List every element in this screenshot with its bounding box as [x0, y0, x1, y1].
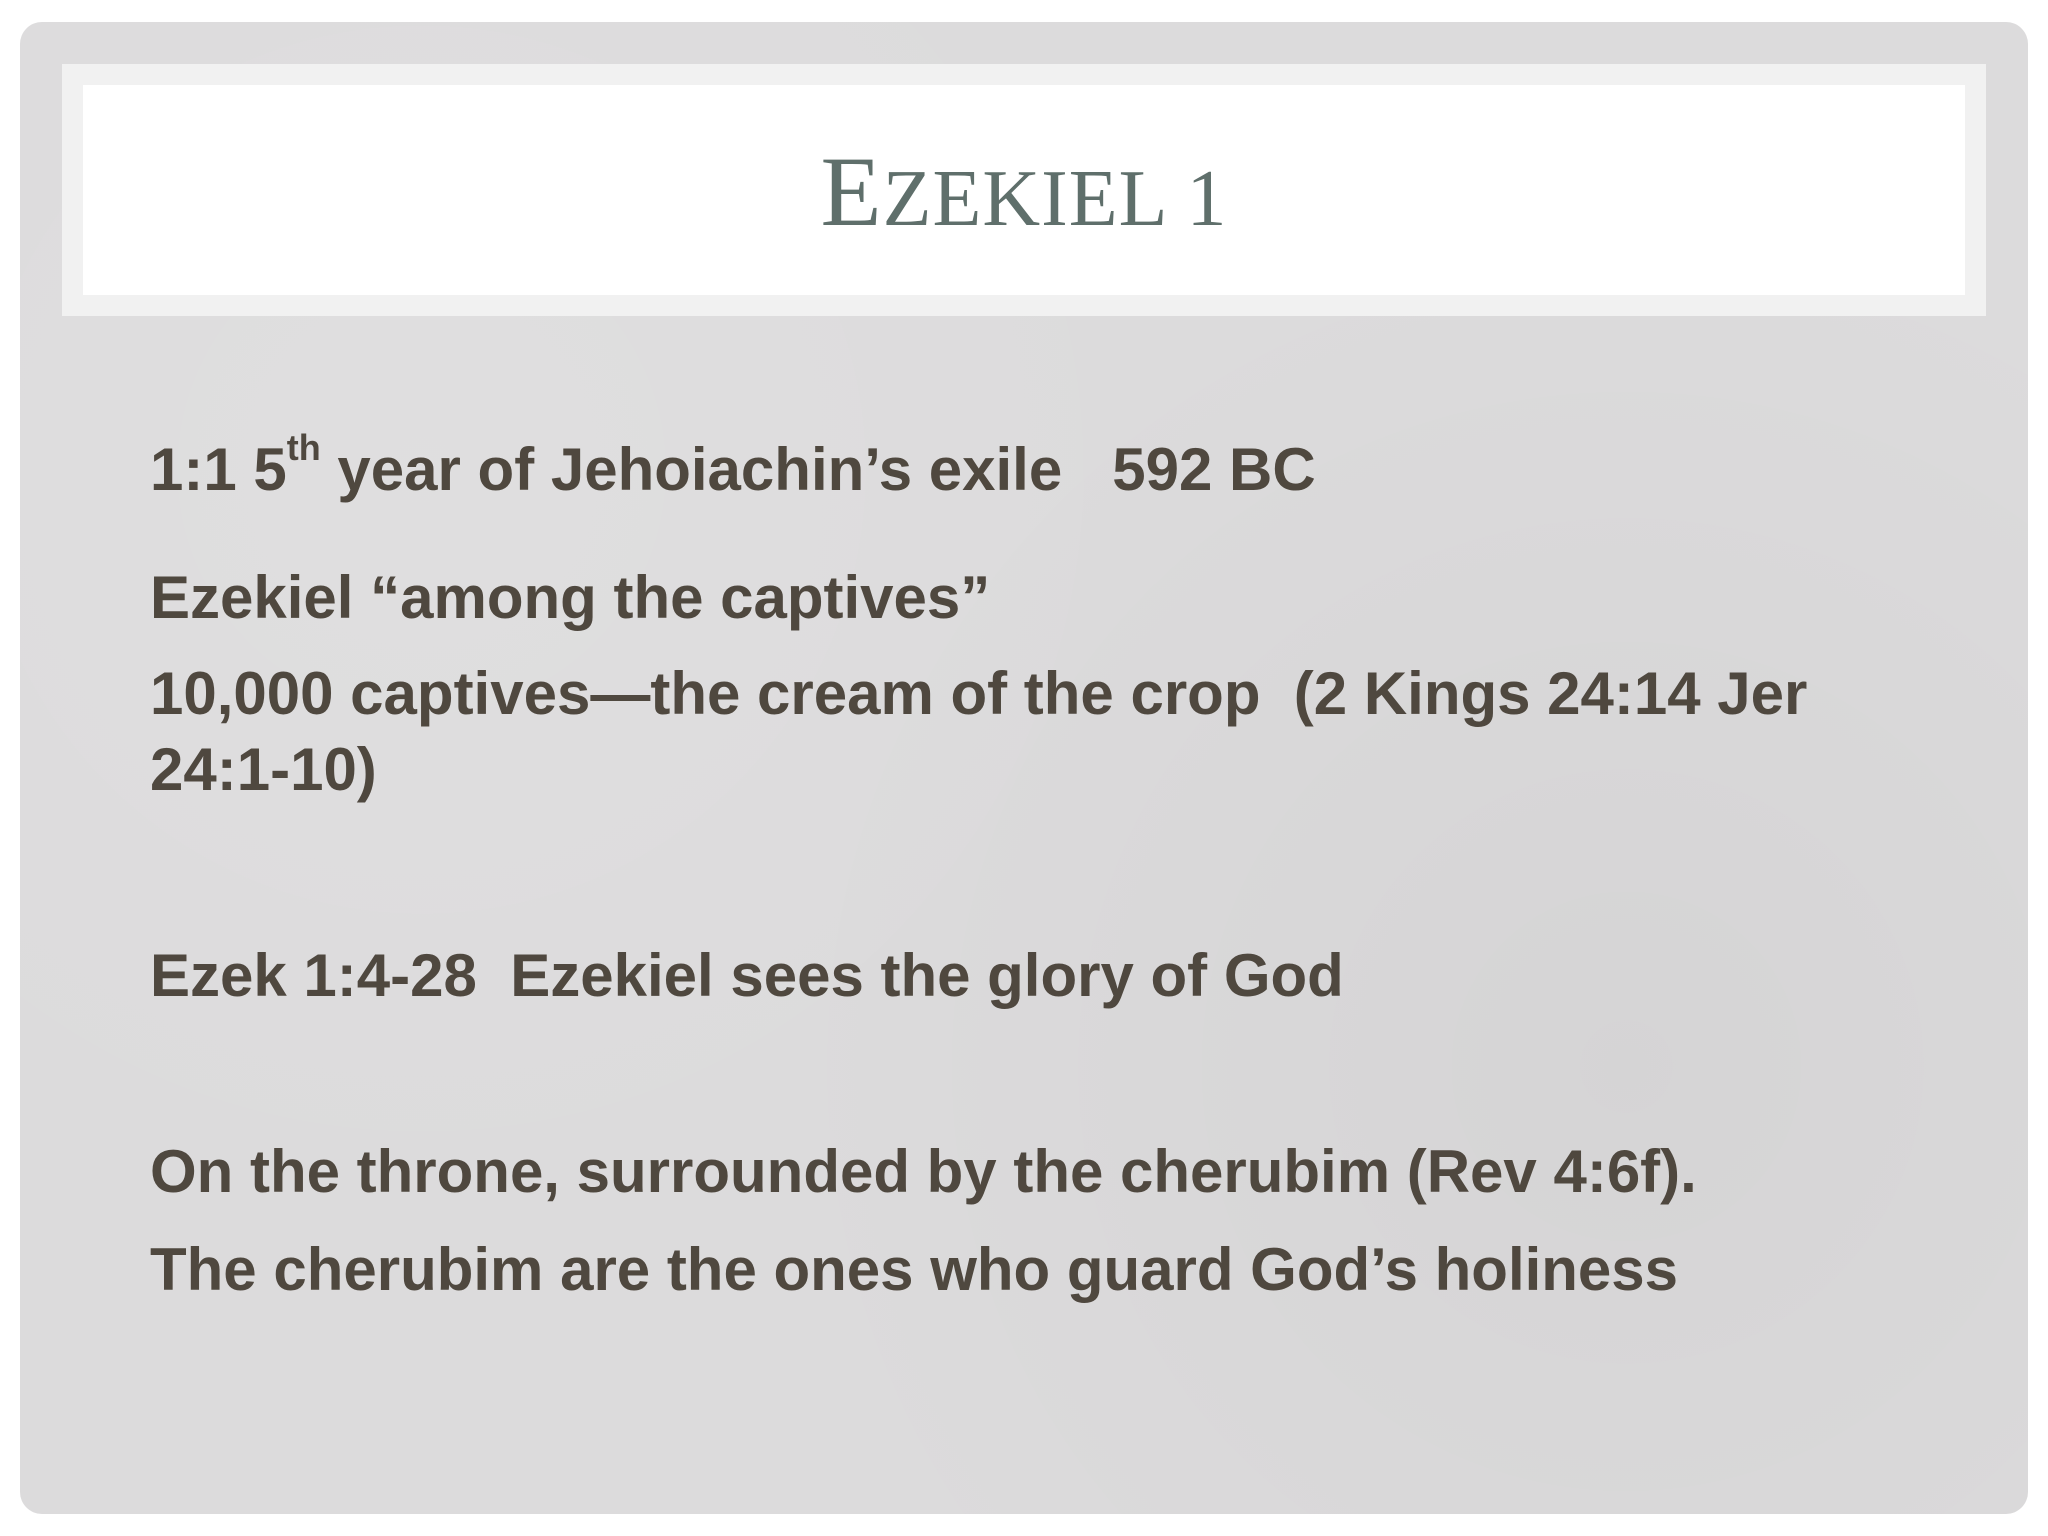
title-initial: E	[820, 136, 883, 247]
line-ten-thousand-captives: 10,000 captives—the cream of the crop (2 Kings 24:14 Jer 24:1-10)	[150, 660, 1825, 803]
line-exile-year	[150, 427, 1316, 508]
slide	[20, 22, 2028, 1514]
line-exile-year-prefix: 1:1 5	[150, 436, 287, 503]
line-glory-of-god: Ezek 1:4-28 Ezekiel sees the glory of God	[150, 942, 1344, 1009]
line-among-captives: Ezekiel “among the captives”	[150, 564, 991, 631]
line-throne-cherubim: On the throne, surrounded by the cherubim (Rev 4:6f).	[150, 1138, 1697, 1205]
line-cherubim-guard: The cherubim are the ones who guard God’s holiness	[150, 1236, 1679, 1303]
ordinal-suffix: th	[286, 427, 321, 468]
line-exile-year-suffix: year of Jehoiachin’s exile 592 BC	[320, 436, 1316, 503]
slide-title	[820, 136, 1228, 247]
title-band	[62, 64, 1986, 316]
title-rest: ZEKIEL 1	[882, 155, 1228, 243]
